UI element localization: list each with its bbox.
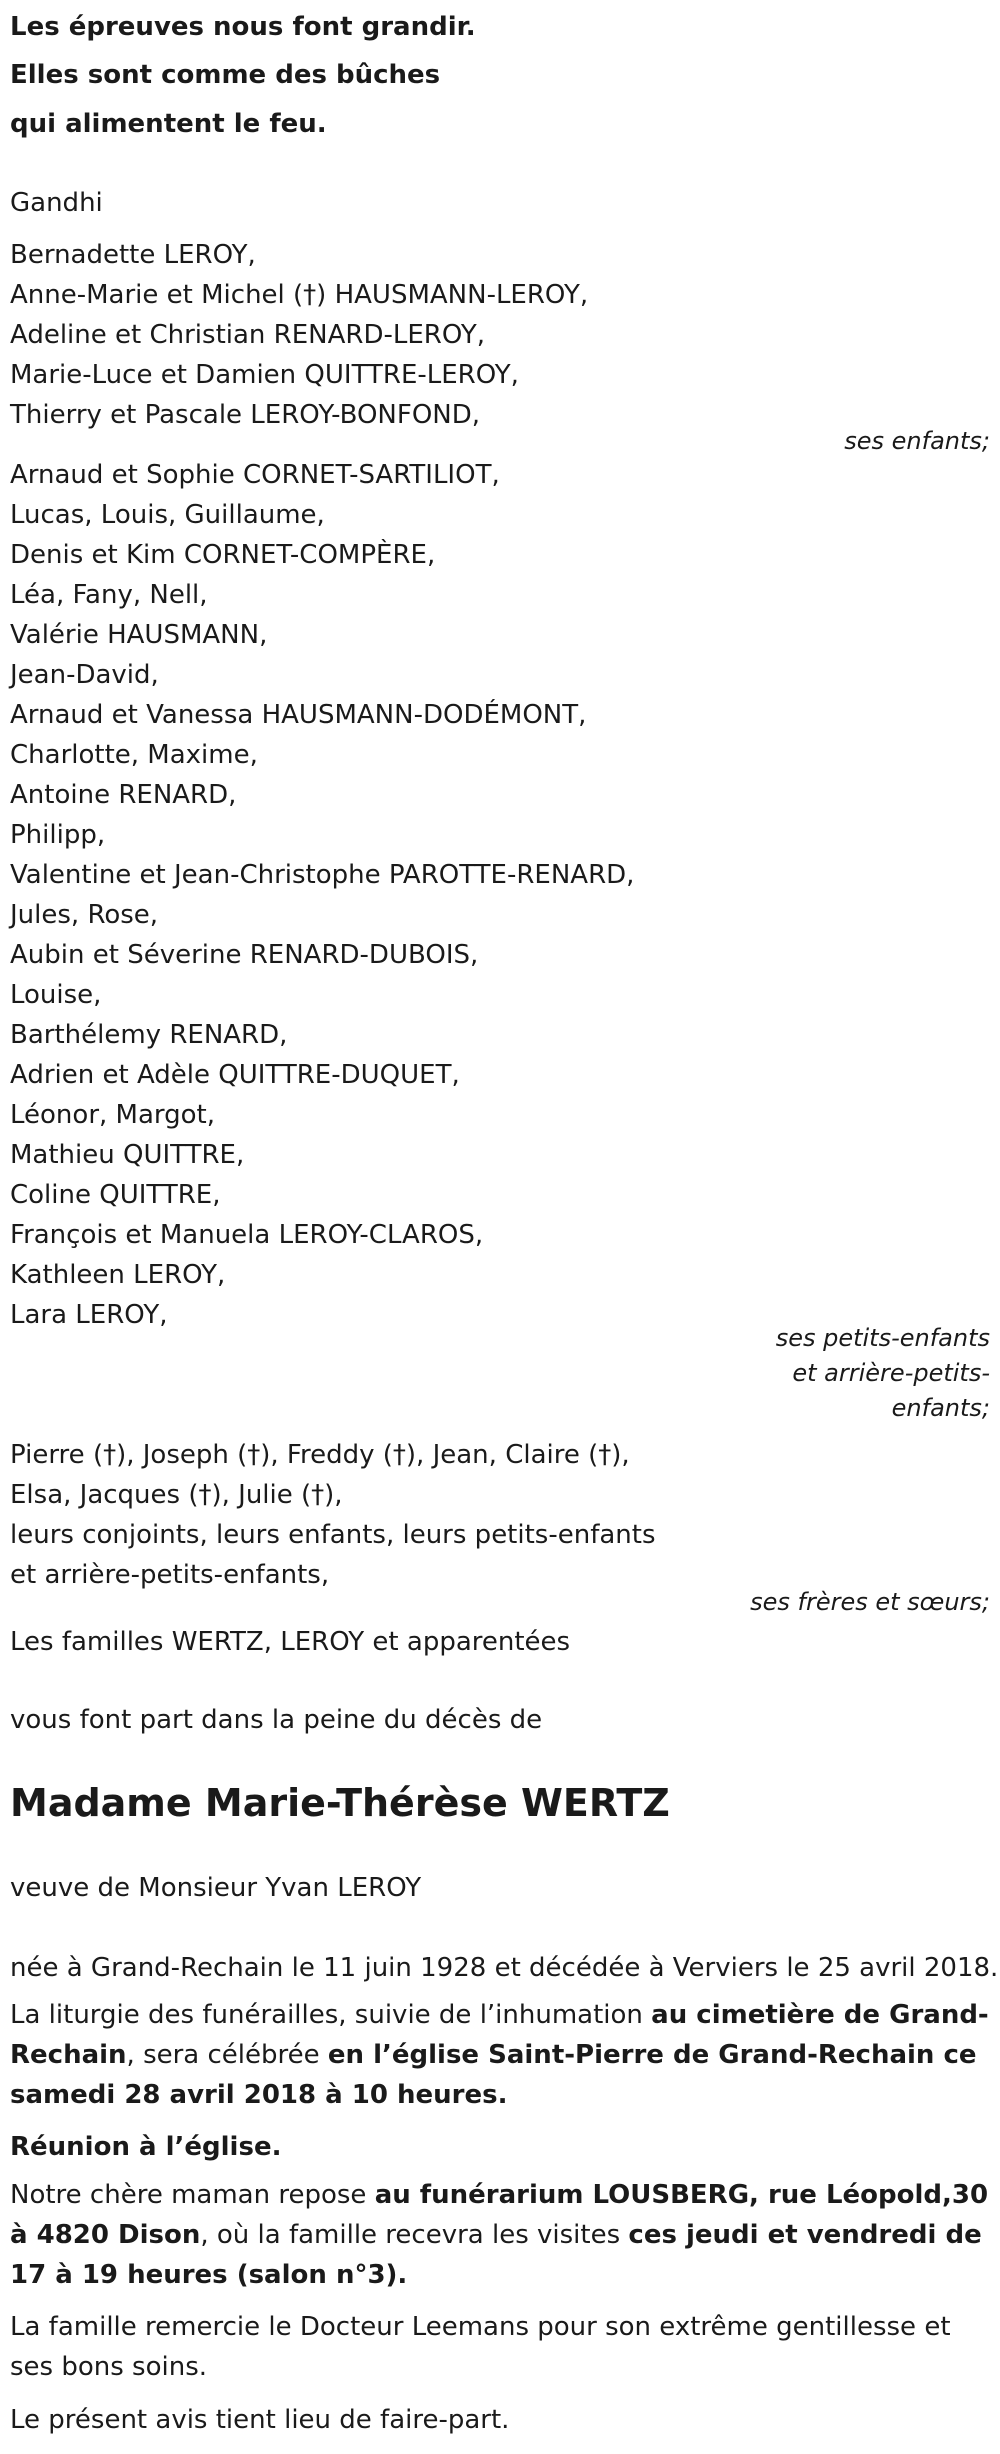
sibling-line: Elsa, Jacques (†), Julie (†), bbox=[10, 1480, 343, 1510]
grandchildren-label-line: ses petits-enfants bbox=[775, 1324, 990, 1352]
child-line: Marie-Luce et Damien QUITTRE-LEROY, bbox=[10, 360, 519, 390]
grandchild-line: Léa, Fany, Nell, bbox=[10, 580, 208, 610]
grandchild-line: Louise, bbox=[10, 980, 102, 1010]
grandchild-line: Charlotte, Maxime, bbox=[10, 740, 258, 770]
child-line: Adeline et Christian RENARD-LEROY, bbox=[10, 320, 486, 350]
grandchild-line: Lara LEROY, bbox=[10, 1300, 168, 1330]
announce-line: vous font part dans la peine du décès de bbox=[10, 1705, 543, 1735]
quote-line-1: Les épreuves nous font grandir. bbox=[10, 12, 476, 42]
grandchildren-label-line: et arrière-petits- bbox=[792, 1359, 990, 1387]
liturgy-cemetery: au cimetière de Grand-Rechain bbox=[10, 2000, 989, 2070]
grandchild-line: Jules, Rose, bbox=[10, 900, 159, 930]
rest-paragraph bbox=[10, 2175, 990, 2295]
grandchild-line: Mathieu QUITTRE, bbox=[10, 1140, 245, 1170]
grandchild-line: Lucas, Louis, Guillaume, bbox=[10, 500, 325, 530]
children-label: ses enfants; bbox=[844, 427, 990, 455]
grandchild-line: Valentine et Jean-Christophe PAROTTE-RENARD, bbox=[10, 860, 635, 890]
grandchild-line: François et Manuela LEROY-CLAROS, bbox=[10, 1220, 484, 1250]
liturgy-church-date: en l’église Saint-Pierre de Grand-Rechain ce samedi 28 avril 2018 à 10 heures. bbox=[10, 2040, 977, 2110]
liturgy-paragraph bbox=[10, 1995, 990, 2115]
grandchild-line: Arnaud et Vanessa HAUSMANN-DODÉMONT, bbox=[10, 700, 587, 730]
sibling-line: et arrière-petits-enfants, bbox=[10, 1560, 330, 1590]
grandchild-line: Antoine RENARD, bbox=[10, 780, 237, 810]
rest-text-1: Notre chère maman repose bbox=[10, 2180, 375, 2210]
child-line: Anne-Marie et Michel (†) HAUSMANN-LEROY, bbox=[10, 280, 589, 310]
grandchild-line: Denis et Kim CORNET-COMPÈRE, bbox=[10, 540, 436, 570]
grandchild-line: Adrien et Adèle QUITTRE-DUQUET, bbox=[10, 1060, 460, 1090]
quote-author: Gandhi bbox=[10, 188, 103, 218]
reunion-line: Réunion à l’église. bbox=[10, 2132, 282, 2162]
rest-funeral-home: au funérarium LOUSBERG, rue Léopold,30 à 4820 Dison bbox=[10, 2180, 989, 2250]
sibling-line: Pierre (†), Joseph (†), Freddy (†), Jean, Claire (†), bbox=[10, 1440, 630, 1470]
liturgy-text-1: La liturgie des funérailles, suivie de l’inhumation bbox=[10, 2000, 652, 2030]
rest-visiting-hours: ces jeudi et vendredi de 17 à 19 heures (salon n°3). bbox=[10, 2220, 982, 2290]
grandchild-line: Arnaud et Sophie CORNET-SARTILIOT, bbox=[10, 460, 500, 490]
grandchild-line: Jean-David, bbox=[10, 660, 159, 690]
grandchild-line: Philipp, bbox=[10, 820, 106, 850]
grandchild-line: Kathleen LEROY, bbox=[10, 1260, 226, 1290]
child-line: Thierry et Pascale LEROY-BONFOND, bbox=[10, 400, 481, 430]
sibling-line: leurs conjoints, leurs enfants, leurs petits-enfants bbox=[10, 1520, 656, 1550]
grandchild-line: Barthélemy RENARD, bbox=[10, 1020, 288, 1050]
grandchildren-label-line: enfants; bbox=[891, 1394, 990, 1422]
quote-line-2: Elles sont comme des bûches bbox=[10, 60, 441, 90]
quote-line-3: qui alimentent le feu. bbox=[10, 109, 327, 139]
child-line: Bernadette LEROY, bbox=[10, 240, 256, 270]
grandchild-line: Aubin et Séverine RENARD-DUBOIS, bbox=[10, 940, 479, 970]
birth-death-line: née à Grand-Rechain le 11 juin 1928 et décédée à Verviers le 25 avril 2018. bbox=[10, 1953, 999, 1983]
closing-line: Le présent avis tient lieu de faire-part. bbox=[10, 2405, 510, 2435]
siblings-label: ses frères et sœurs; bbox=[750, 1588, 990, 1616]
grandchild-line: Valérie HAUSMANN, bbox=[10, 620, 268, 650]
widow-of-line: veuve de Monsieur Yvan LEROY bbox=[10, 1873, 422, 1903]
thanks-paragraph: La famille remercie le Docteur Leemans pour son extrême gentillesse et ses bons soins. bbox=[10, 2312, 951, 2382]
liturgy-text-2: , sera célébrée bbox=[126, 2040, 328, 2070]
grandchild-line: Coline QUITTRE, bbox=[10, 1180, 221, 1210]
grandchild-line: Léonor, Margot, bbox=[10, 1100, 216, 1130]
deceased-name: Madame Marie-Thérèse WERTZ bbox=[10, 1781, 670, 1825]
rest-text-2: , où la famille recevra les visites bbox=[200, 2220, 629, 2250]
families-line: Les familles WERTZ, LEROY et apparentées bbox=[10, 1627, 571, 1657]
